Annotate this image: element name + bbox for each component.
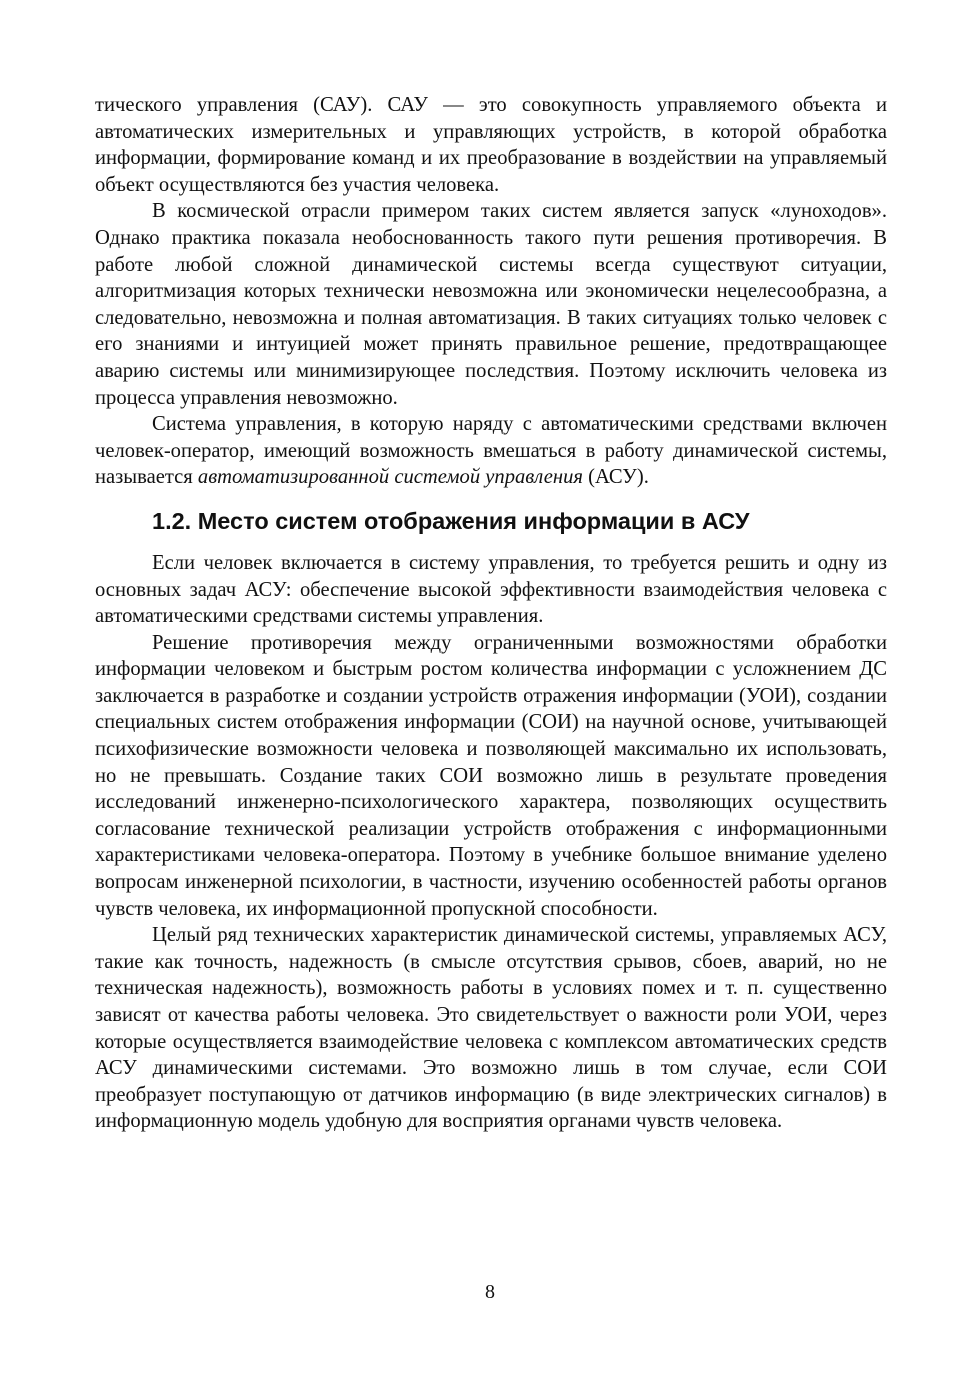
paragraph-asu-definition-text: Система управления, в которую наряду с автоматическими средствами включен человек-оператор, имеющий возможность вмешаться в работу динамической системы, называется xyxy=(95,413,887,489)
paragraph-characteristics: Целый ряд технических характеристик динамической системы, управляемых АСУ, такие как точность, надежность (в смысле отсутствия срывов, сбоев, аварий, но не техническая надежность), возможность работы в условиях помех и т. п. существенно зависят от качества работы человека. Это свидетельствует о важности роли УОИ, через которые осуществляется взаимодействие человека с комплексом автоматических средств АСУ динамическими системами. Это возможно лишь в том случае, если СОИ преобразует поступающую от датчиков информацию (в виде электрических сигналов) в информационную модель удобную для восприятия органами чувств человека. xyxy=(95,924,887,1133)
page-number: 8 xyxy=(485,1281,495,1303)
asu-term: автоматизированной системой управления xyxy=(197,466,583,489)
paragraph-space-example: В космической отрасли примером таких систем является запуск «луноходов». Однако практика показала необоснованность такого пути решения противоречия. В работе любой сложной динамической системы всегда существуют ситуации, алгоритмизация которых технически невозможна или экономически нецелесообразна, а следовательно, невозможна и полная автоматизация. В таких ситуациях только человек с его знаниями и интуицией может принять правильное решение, предотвращающее аварию системы или минимизирующее последствия. Поэтому исключить человека из процесса управления невозможно. xyxy=(95,200,887,409)
paragraph-asu-definition xyxy=(95,411,887,491)
paragraph-asu-abbrev: (АСУ). xyxy=(582,466,649,489)
paragraph-main-task: Если человек включается в систему управления, то требуется решить и одну из основных задач АСУ: обеспечение высокой эффективности взаимодействия человека с автоматическими средствами системы управления. xyxy=(95,551,887,628)
paragraph-continuation: тического управления (САУ). САУ — это совокупность управляемого объекта и автоматических измерительных и управляющих устройств, в которой обработка информации, формирование команд и их преобразование в воздействии на управляемый объект осуществляются без участия человека. xyxy=(95,94,887,196)
page-body xyxy=(95,92,887,1135)
paragraph-contradiction: Решение противоречия между ограниченными возможностями обработки информации человеком и быстрым ростом количества информации с усложнением ДС заключается в разработке и создании устройств отражения информации (УОИ), создании специальных систем отображения информации (СОИ) на научной основе, учитывающей психофизические возможности человека и позволяющей максимально их использовать, но не превышать. Создание таких СОИ возможно лишь в результате проведения исследований инженерно-психологического характера, позволяющих осуществить согласование технической реализации устройств отображения с информационными характеристиками человека-оператора. Поэтому в учебнике большое внимание уделено вопросам инженерной психологии, в частности, изучению особенностей работы органов чувств человека, их информационной пропускной способности. xyxy=(95,631,887,920)
section-heading: 1.2. Место систем отображения информации в АСУ xyxy=(152,507,750,534)
